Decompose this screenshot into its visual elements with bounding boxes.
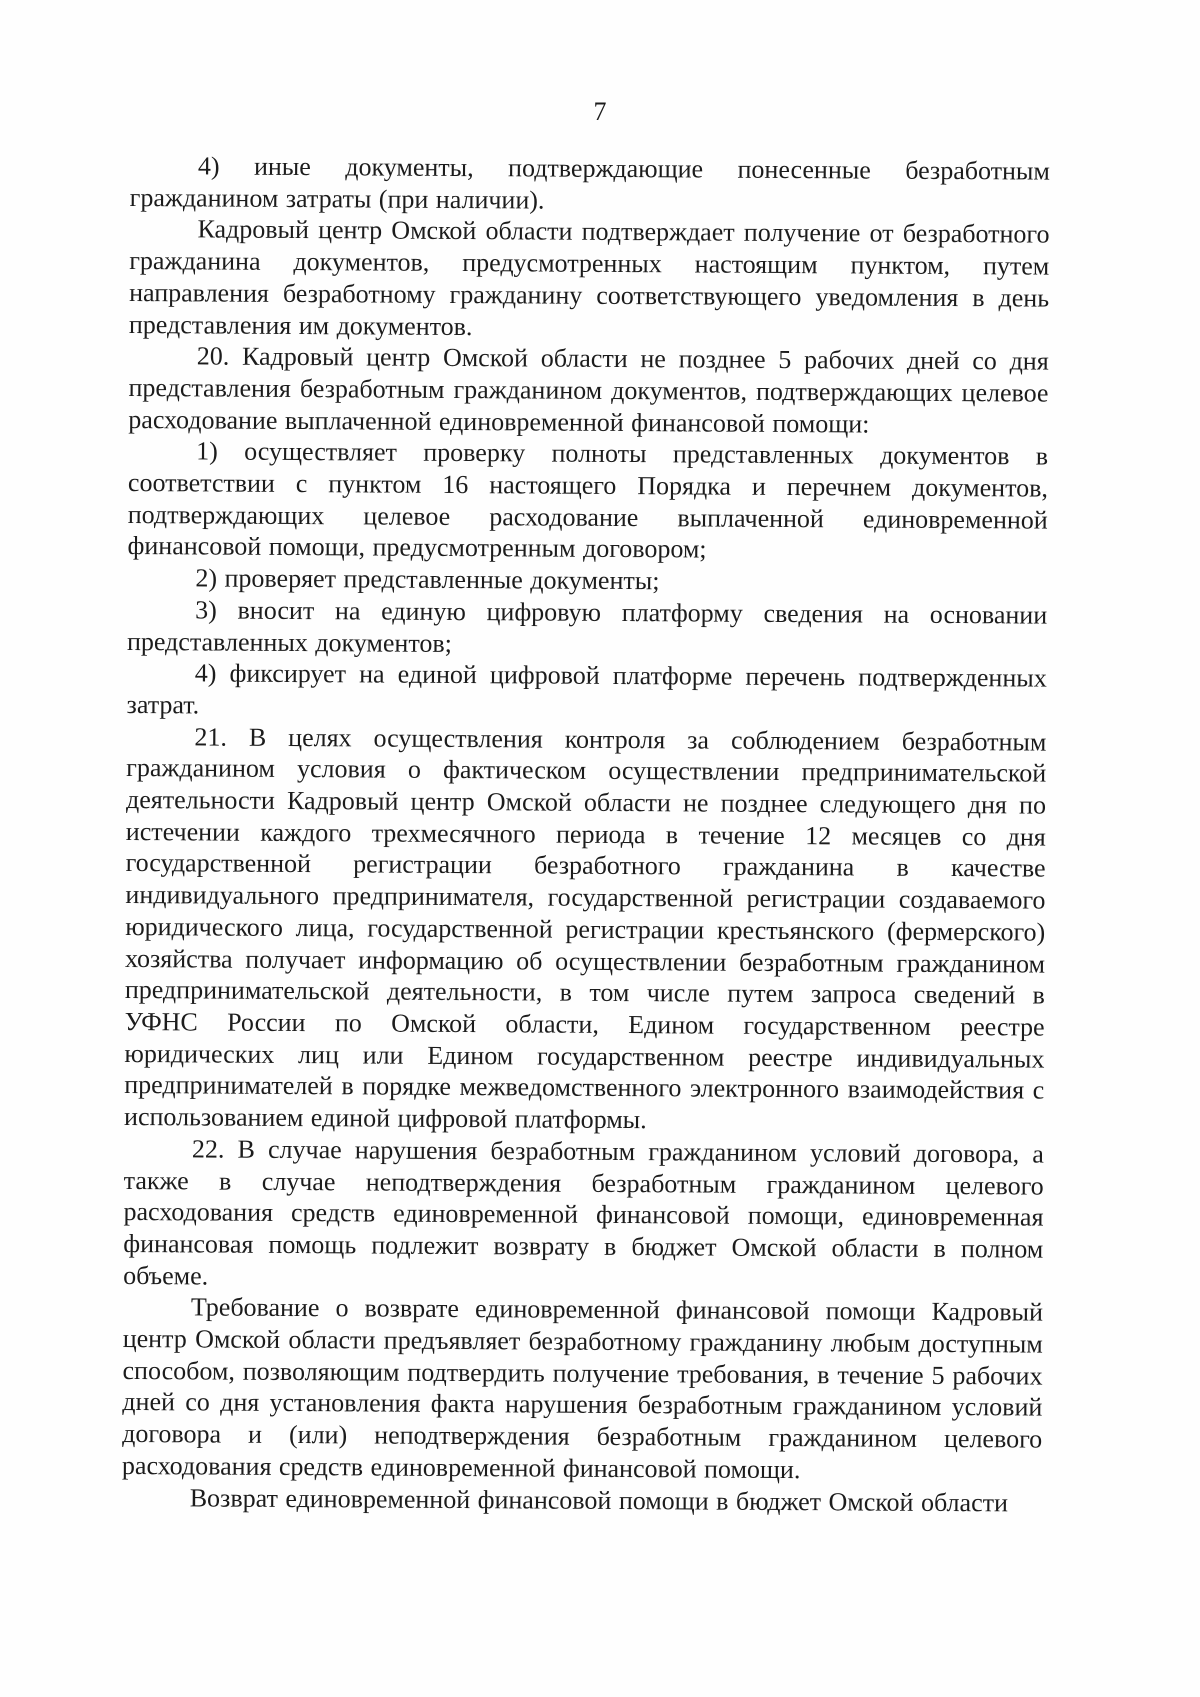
- paragraph-clause-20-item-1: 1) осуществляет проверку полноты представленных документов в соответствии с пунктом 16 настоящего Порядка и перечнем документов, подтверждающих целевое расходование выплаченной единовременной финансовой помощи, предусмотренным договором;: [127, 436, 1049, 564]
- paragraph-refund-to-budget: Возврат единовременной финансовой помощи в бюджет Омской области: [189, 1482, 1009, 1517]
- paragraph-clause-20-item-4: 4) фиксирует на единой цифровой платформе перечень подтвержденных затрат.: [126, 658, 1047, 720]
- paragraph-clause-21: 21. В целях осуществления контроля за соблюдением безработным гражданином условия о фактическом осуществлении предпринимательской деятельности Кадровый центр Омской области не позднее следующего дня по истечении каждого трехмесячного периода в течение 12 месяцев со дня государственной регистрации безработного гражданина в качестве индивидуального предпринимателя, государственной регистрации создаваемого юридического лица, государственной регистрации крестьянского (фермерского) хозяйства получает информацию об осуществлении безработным гражданином предпринимательской деятельности, в том числе путем запроса сведений в УФНС России по Омской области, Едином государственном реестре юридических лиц или Едином государственном реестре индивидуальных предпринимателей в порядке межведомственного электронного взаимодействия с использованием единой цифровой платформы.: [124, 722, 1047, 1135]
- paragraph-clause-20: 20. Кадровый центр Омской области не позднее 5 рабочих дней со дня представления безработным гражданином документов, подтверждающих целевое расходование выплаченной единовременной финансовой помощи:: [128, 341, 1049, 439]
- paragraph-refund-requirement: Требование о возврате единовременной финансовой помощи Кадровый центр Омской области предъявляет безработному гражданину любым доступным способом, позволяющим подтвердить получение требования, в течение 5 рабочих дней со дня установления факта нарушения безработным гражданином условий договора и (или) неподтверждения безработным гражданином целевого расходования средств единовременной финансовой помощи.: [121, 1292, 1044, 1484]
- paragraph-confirmation-of-receipt: Кадровый центр Омской области подтверждает получение от безработного гражданина документов, предусмотренных настоящим пунктом, путем направления безработному гражданину соответствующего уведомления в день представления им документов.: [128, 214, 1050, 341]
- paragraph-item-4-other-documents: 4) иные документы, подтверждающие понесенные безработным гражданином затраты (при наличии).: [129, 151, 1050, 215]
- paragraph-clause-22: 22. В случае нарушения безработным гражданином условий договора, а также в случае неподтверждения безработным гражданином целевого расходования средств единовременной финансовой помощи, единовременная финансовая помощь подлежит возврату в бюджет Омской области в полном объеме.: [123, 1134, 1044, 1291]
- paragraph-clause-20-item-2: 2) проверяет представленные документы;: [195, 563, 660, 596]
- document-body: [122, 150, 1050, 1519]
- paragraph-clause-20-item-3: 3) вносит на единую цифровую платформу сведения на основании представленных документов;: [126, 595, 1048, 658]
- page-number: 7: [593, 97, 607, 126]
